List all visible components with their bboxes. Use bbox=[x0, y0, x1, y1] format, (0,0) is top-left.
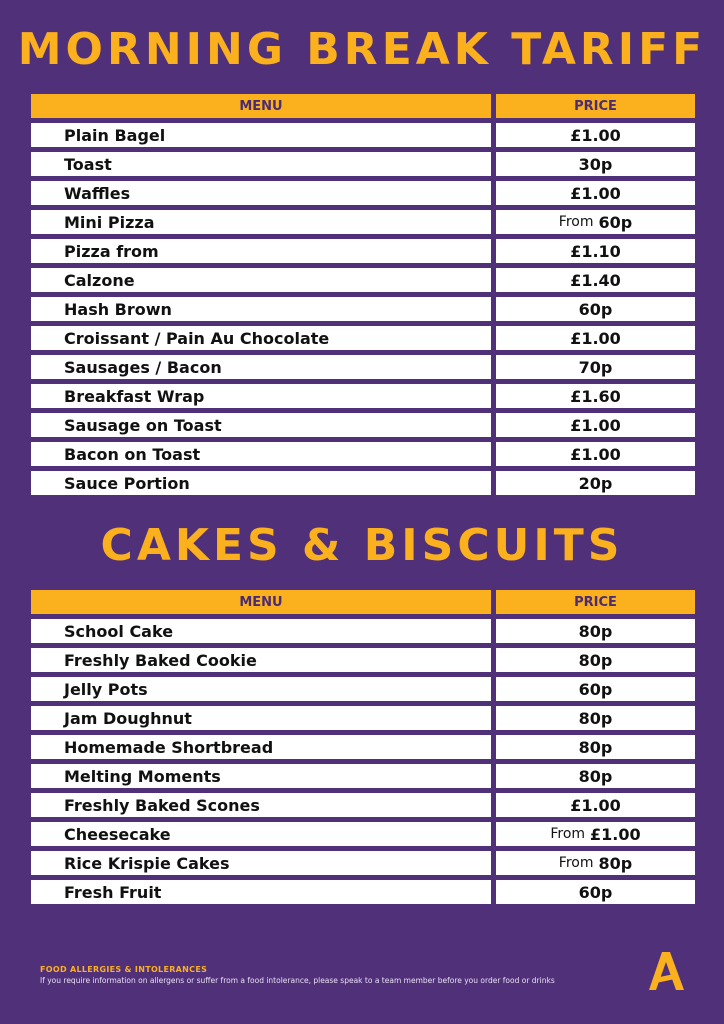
table-row bbox=[31, 619, 695, 643]
price-column-header: PRICE bbox=[496, 94, 695, 118]
item-price-cell bbox=[496, 648, 695, 672]
morning-break-rows bbox=[31, 123, 695, 495]
item-name: Toast bbox=[31, 152, 491, 176]
table-row bbox=[31, 384, 695, 408]
item-price: 30p bbox=[578, 154, 613, 174]
item-name: Pizza from bbox=[31, 239, 491, 263]
item-price-cell bbox=[496, 210, 695, 234]
cakes-biscuits-title: CAKES & BISCUITS bbox=[100, 520, 624, 571]
item-name: Hash Brown bbox=[31, 297, 491, 321]
table-row bbox=[31, 764, 695, 788]
price-prefix: From bbox=[550, 826, 586, 842]
item-price: £1.00 bbox=[570, 328, 621, 348]
menu-column-header: MENU bbox=[31, 590, 491, 614]
item-name: Croissant / Pain Au Chocolate bbox=[31, 326, 491, 350]
item-name: Rice Krispie Cakes bbox=[31, 851, 491, 875]
item-price: 60p bbox=[578, 679, 613, 699]
item-price: £1.00 bbox=[570, 125, 621, 145]
item-price-cell bbox=[496, 326, 695, 350]
item-price: 80p bbox=[578, 737, 613, 757]
table-row bbox=[31, 648, 695, 672]
item-name: Freshly Baked Scones bbox=[31, 793, 491, 817]
item-name: Sausages / Bacon bbox=[31, 355, 491, 379]
item-name: School Cake bbox=[31, 619, 491, 643]
item-price: 60p bbox=[578, 882, 613, 902]
allergy-notice-title: FOOD ALLERGIES & INTOLERANCES bbox=[40, 965, 208, 974]
table-row bbox=[31, 793, 695, 817]
table-row bbox=[31, 822, 695, 846]
table-row bbox=[31, 297, 695, 321]
table-row bbox=[31, 413, 695, 437]
table-row bbox=[31, 326, 695, 350]
item-name: Homemade Shortbread bbox=[31, 735, 491, 759]
item-price-cell bbox=[496, 677, 695, 701]
allergy-notice bbox=[40, 965, 555, 985]
item-price-cell bbox=[496, 880, 695, 904]
item-price-cell bbox=[496, 471, 695, 495]
item-price-cell bbox=[496, 297, 695, 321]
item-price: £1.40 bbox=[570, 270, 621, 290]
item-price: 80p bbox=[578, 766, 613, 786]
item-price: £1.00 bbox=[570, 183, 621, 203]
table-row bbox=[31, 880, 695, 904]
item-price: 80p bbox=[578, 621, 613, 641]
item-price: £1.10 bbox=[570, 241, 621, 261]
item-name: Melting Moments bbox=[31, 764, 491, 788]
item-name: Bacon on Toast bbox=[31, 442, 491, 466]
item-price-cell bbox=[496, 123, 695, 147]
item-name: Sauce Portion bbox=[31, 471, 491, 495]
item-price-cell bbox=[496, 355, 695, 379]
item-price-cell bbox=[496, 442, 695, 466]
item-price-cell bbox=[496, 181, 695, 205]
cakes-biscuits-rows bbox=[31, 619, 695, 904]
item-price-cell bbox=[496, 152, 695, 176]
brand-a-logo-icon bbox=[646, 950, 686, 992]
price-prefix: From bbox=[558, 214, 594, 230]
item-name: Fresh Fruit bbox=[31, 880, 491, 904]
allergy-notice-text: If you require information on allergens or suffer from a food intolerance, please speak to a team member before you order food or drinks bbox=[40, 976, 555, 985]
item-price: £1.00 bbox=[570, 795, 621, 815]
table-row bbox=[31, 152, 695, 176]
item-price: £1.00 bbox=[590, 824, 641, 844]
item-price-cell bbox=[496, 619, 695, 643]
table-row bbox=[31, 442, 695, 466]
table-row bbox=[31, 677, 695, 701]
item-price-cell bbox=[496, 413, 695, 437]
item-price-cell bbox=[496, 268, 695, 292]
item-name: Cheesecake bbox=[31, 822, 491, 846]
item-name: Sausage on Toast bbox=[31, 413, 491, 437]
morning-break-table bbox=[31, 94, 695, 500]
table-row bbox=[31, 239, 695, 263]
table-header bbox=[31, 94, 695, 118]
item-name: Freshly Baked Cookie bbox=[31, 648, 491, 672]
item-price: 20p bbox=[578, 473, 613, 493]
item-price: 60p bbox=[598, 212, 633, 232]
table-row bbox=[31, 210, 695, 234]
item-price-cell bbox=[496, 735, 695, 759]
price-prefix: From bbox=[558, 855, 594, 871]
table-header bbox=[31, 590, 695, 614]
item-price: 80p bbox=[598, 853, 633, 873]
table-row bbox=[31, 268, 695, 292]
item-name: Waffles bbox=[31, 181, 491, 205]
morning-break-title: MORNING BREAK TARIFF bbox=[17, 24, 707, 75]
item-price-cell bbox=[496, 793, 695, 817]
price-column-header: PRICE bbox=[496, 590, 695, 614]
item-name: Mini Pizza bbox=[31, 210, 491, 234]
item-price-cell bbox=[496, 706, 695, 730]
item-price-cell bbox=[496, 764, 695, 788]
item-price-cell bbox=[496, 239, 695, 263]
item-price: 70p bbox=[578, 357, 613, 377]
item-price: £1.00 bbox=[570, 415, 621, 435]
item-name: Jelly Pots bbox=[31, 677, 491, 701]
table-row bbox=[31, 181, 695, 205]
item-price-cell bbox=[496, 822, 695, 846]
table-row bbox=[31, 851, 695, 875]
menu-column-header: MENU bbox=[31, 94, 491, 118]
item-price: 60p bbox=[578, 299, 613, 319]
item-name: Jam Doughnut bbox=[31, 706, 491, 730]
item-name: Plain Bagel bbox=[31, 123, 491, 147]
item-name: Calzone bbox=[31, 268, 491, 292]
item-price: 80p bbox=[578, 708, 613, 728]
item-name: Breakfast Wrap bbox=[31, 384, 491, 408]
item-price: 80p bbox=[578, 650, 613, 670]
cakes-biscuits-table bbox=[31, 590, 695, 909]
item-price: £1.60 bbox=[570, 386, 621, 406]
item-price: £1.00 bbox=[570, 444, 621, 464]
item-price-cell bbox=[496, 384, 695, 408]
table-row bbox=[31, 706, 695, 730]
table-row bbox=[31, 355, 695, 379]
item-price-cell bbox=[496, 851, 695, 875]
table-row bbox=[31, 735, 695, 759]
table-row bbox=[31, 471, 695, 495]
table-row bbox=[31, 123, 695, 147]
